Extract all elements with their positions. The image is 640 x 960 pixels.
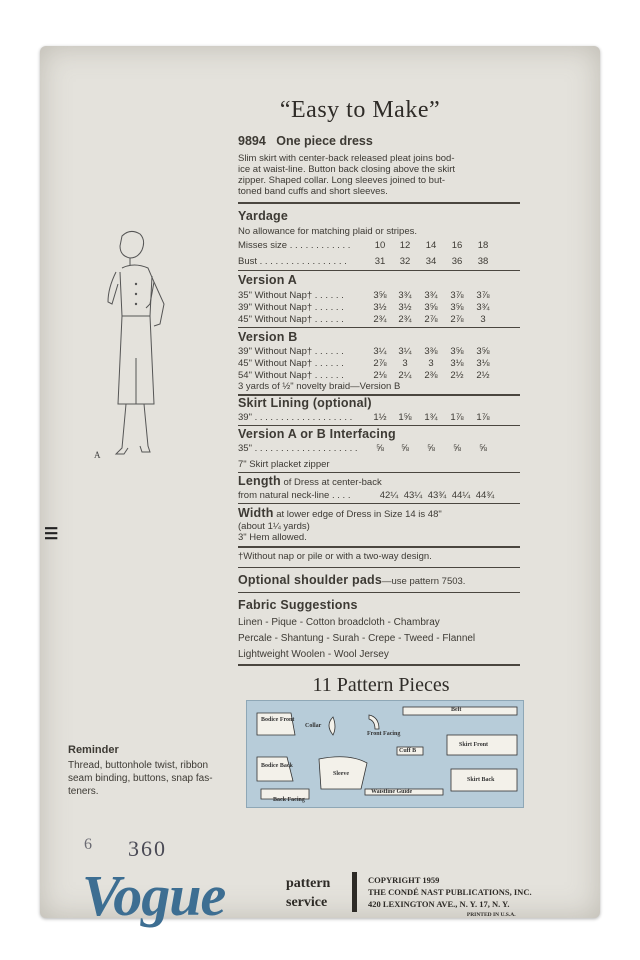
- piece-front-facing: Front Facing: [367, 731, 401, 737]
- width-yards: (about 1¼ yards): [238, 521, 310, 532]
- bust-value: 32: [399, 256, 411, 267]
- divider: [238, 592, 520, 593]
- handwritten-prefix: 6: [84, 836, 92, 853]
- divider: [238, 567, 520, 568]
- pattern-pieces-diagram: [246, 700, 524, 808]
- easy-to-make-heading: “Easy to Make”: [279, 97, 441, 123]
- reminder-line: Thread, buttonhole twist, ribbon: [68, 760, 209, 771]
- version-a-title: Version A: [238, 273, 297, 287]
- size-value: 16: [451, 240, 463, 251]
- piece-collar: Collar: [305, 723, 322, 729]
- dress-illustration-icon: [92, 228, 182, 468]
- size-value: 12: [399, 240, 411, 251]
- zipper-note: 7" Skirt placket zipper: [238, 459, 330, 470]
- divider: [238, 664, 520, 666]
- handwritten-number: 360: [128, 836, 167, 861]
- version-a-row: 39" Without Nap† . . . . . . 3½ 3½ 3⅝ 3⅝ 3¾: [238, 302, 490, 313]
- yardage-title: Yardage: [238, 209, 289, 223]
- description-line: zipper. Shaped collar. Long sleeves joined to but-: [238, 175, 446, 186]
- hem-note: 3" Hem allowed.: [238, 532, 307, 543]
- version-a-row: 45" Without Nap† . . . . . . 2¾ 2¾ 2⅞ 2⅞ 3: [238, 314, 486, 325]
- pattern-service: pattern service: [286, 876, 331, 910]
- pattern-title: [238, 134, 373, 148]
- size-value: 10: [374, 240, 386, 251]
- fabric-title: Fabric Suggestions: [238, 598, 358, 612]
- bust-value: 36: [451, 256, 463, 267]
- shoulder-pads-line: Optional shoulder pads—use pattern 7503.: [238, 573, 466, 587]
- copyright: COPYRIGHT 1959 THE CONDÉ NAST PUBLICATIONS, INC. 420 LEXINGTON AVE., N. Y. 17, N. Y. PRINTED IN U.S.A.: [368, 874, 532, 921]
- fabric-line: Percale - Shantung - Surah - Crepe - Tweed - Flannel: [238, 633, 476, 644]
- sizes-row: [238, 240, 520, 252]
- braid-note: 3 yards of ½" novelty braid—Version B: [238, 381, 401, 392]
- version-b-title: Version B: [238, 330, 298, 344]
- piece-sleeve: Sleeve: [333, 771, 349, 777]
- version-b-row: 39" Without Nap† . . . . . . 3¼ 3¼ 3⅜ 3⅝ 3⅝: [238, 346, 490, 357]
- misses-label: Misses size . . . . . . . . . . . .: [238, 240, 351, 251]
- description-line: Slim skirt with center-back released pleat joins bod-: [238, 153, 455, 164]
- illustration-label: A: [94, 450, 101, 460]
- yardage-note: No allowance for matching plaid or stripes.: [238, 226, 418, 237]
- pattern-name: One piece dress: [276, 134, 373, 148]
- reminder-line: teners.: [68, 786, 99, 797]
- description-line: ice at waist-line. Button back closing above the skirt: [238, 164, 456, 175]
- version-a-row: 35" Without Nap† . . . . . . 3⅝ 3¾ 3¾ 3⅞ 3⅞: [238, 290, 490, 301]
- piece-skirt-back: Skirt Back: [467, 777, 495, 783]
- edge-mark: ☰: [44, 526, 59, 543]
- interfacing-row: 35" . . . . . . . . . . . . . . . . . . . . ⅝ ⅝ ⅝ ⅝ ⅝: [238, 443, 487, 454]
- size-value: 18: [477, 240, 489, 251]
- bust-label: Bust . . . . . . . . . . . . . . . . .: [238, 256, 347, 267]
- description-line: toned band cuffs and short sleeves.: [238, 186, 388, 197]
- piece-belt: Belt: [451, 707, 462, 713]
- fabric-line: Linen - Pique - Cotton broadcloth - Chambray: [238, 617, 440, 628]
- piece-bodice-front: Bodice Front: [261, 717, 295, 723]
- interfacing-title: Version A or B Interfacing: [238, 427, 396, 441]
- divider: [238, 270, 520, 271]
- printed-in: PRINTED IN U.S.A.: [466, 912, 516, 918]
- piece-cuff: Cuff B: [399, 748, 417, 754]
- divider: [238, 472, 520, 473]
- length-line: Length of Dress at center-back: [238, 474, 382, 488]
- nap-note: †Without nap or pile or with a two-way design.: [238, 551, 432, 562]
- version-b-row: 54" Without Nap† . . . . . . 2⅛ 2¼ 2⅜ 2½ 2½: [238, 370, 490, 381]
- bust-value: 31: [374, 256, 386, 267]
- divider: [238, 425, 520, 426]
- size-value: 14: [425, 240, 437, 251]
- reminder: [68, 744, 248, 798]
- piece-skirt-front: Skirt Front: [459, 742, 489, 748]
- divider: [238, 202, 520, 204]
- skirt-lining-title: Skirt Lining (optional): [238, 396, 372, 410]
- piece-waistline-guide: Waistline Guide: [371, 789, 413, 795]
- reminder-line: seam binding, buttons, snap fas-: [68, 773, 213, 784]
- pattern-number: 9894: [238, 134, 266, 148]
- pattern-pieces-title: 11 Pattern Pieces: [312, 674, 450, 696]
- divider: [238, 503, 520, 504]
- bust-value: 38: [477, 256, 489, 267]
- footer-divider: [352, 872, 357, 912]
- piece-bodice-back: Bodice Back: [261, 763, 293, 769]
- reminder-title: Reminder: [68, 744, 119, 756]
- piece-back-facing: Back Facing: [273, 797, 305, 803]
- bust-row: [238, 256, 520, 268]
- length-row: from natural neck-line . . . . 42¼ 43¼ 43¾ 44¼ 44¾: [238, 490, 495, 501]
- bust-value: 34: [425, 256, 437, 267]
- skirt-lining-row: 39" . . . . . . . . . . . . . . . . . . . 1½ 1⅝ 1¾ 1⅞ 1⅞: [238, 412, 490, 423]
- divider: [238, 546, 520, 548]
- width-line: Width at lower edge of Dress in Size 14 is 48": [238, 506, 442, 520]
- vogue-logo: Vogue: [82, 863, 226, 928]
- version-b-row: 45" Without Nap† . . . . . . 2⅞ 3 3 3⅛ 3⅛: [238, 358, 490, 369]
- divider: [238, 327, 520, 328]
- fabric-line: Lightweight Woolen - Wool Jersey: [238, 649, 389, 660]
